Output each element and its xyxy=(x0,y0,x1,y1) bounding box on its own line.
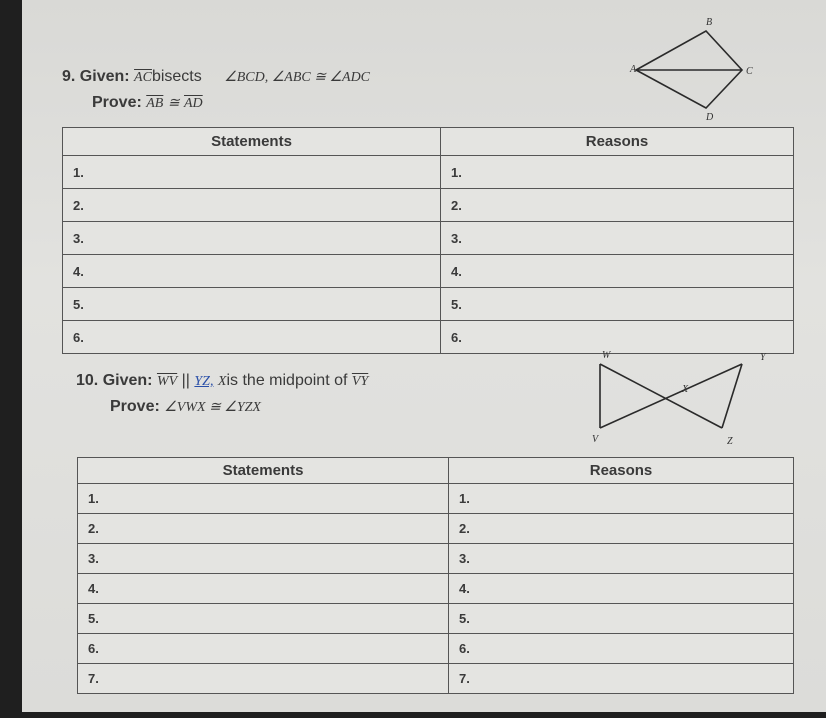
reason-cell[interactable]: 1. xyxy=(449,484,794,514)
reason-cell[interactable]: 7. xyxy=(449,664,794,694)
given-angles: ∠BCD, ∠ABC ≅ ∠ADC xyxy=(224,70,371,85)
label-x: X xyxy=(682,384,689,395)
statement-cell[interactable]: 3. xyxy=(78,544,449,574)
problem-10-header xyxy=(76,372,368,416)
label-c: C xyxy=(746,66,753,77)
statements-header: Statements xyxy=(78,458,449,484)
reasons-header: Reasons xyxy=(441,128,794,156)
proof-table-9 xyxy=(62,127,794,354)
congruent-symbol: ≅ xyxy=(167,96,180,111)
reason-cell[interactable]: 3. xyxy=(449,544,794,574)
reason-cell[interactable]: 1. xyxy=(441,156,794,189)
statement-cell[interactable]: 1. xyxy=(63,156,441,189)
statement-cell[interactable]: 2. xyxy=(63,189,441,222)
reason-cell[interactable]: 6. xyxy=(449,634,794,664)
label-z: Z xyxy=(727,436,733,446)
statement-cell[interactable]: 5. xyxy=(78,604,449,634)
segment-yz: YZ, xyxy=(194,374,214,389)
segment-yz-line xyxy=(722,364,742,428)
given-label: Given: xyxy=(102,372,153,389)
given-text: is the midpoint of xyxy=(226,372,348,389)
segment-wv: $\overline{WV}$ xyxy=(156,374,178,389)
statement-cell[interactable]: 5. xyxy=(63,288,441,321)
statement-cell[interactable]: 1. xyxy=(78,484,449,514)
label-a: A xyxy=(630,64,637,75)
label-b: B xyxy=(706,17,713,28)
proof-table-10 xyxy=(77,457,794,694)
label-v: V xyxy=(592,434,599,445)
parallel-symbol: || xyxy=(181,372,190,389)
label-w: W xyxy=(602,350,611,361)
point-x: X xyxy=(217,374,227,389)
kite-diagram xyxy=(610,14,770,124)
segment-ad: $\overline{AD}$ xyxy=(184,96,203,111)
statement-cell[interactable]: 6. xyxy=(63,321,441,354)
label-d: D xyxy=(706,112,714,123)
statement-cell[interactable]: 6. xyxy=(78,634,449,664)
segment-wz-line xyxy=(600,364,722,428)
worksheet-page xyxy=(22,0,826,712)
statement-cell[interactable]: 4. xyxy=(63,255,441,288)
segment-ac: $\overline{AC}$ xyxy=(134,70,152,85)
reason-cell[interactable]: 5. xyxy=(441,288,794,321)
reasons-header: Reasons xyxy=(449,458,794,484)
prove-label: Prove: xyxy=(110,398,160,415)
segment-vy-line xyxy=(600,364,742,428)
label-y: Y xyxy=(760,352,766,363)
segment-ab: $\overline{AB}$ xyxy=(146,96,164,111)
statement-cell[interactable]: 3. xyxy=(63,222,441,255)
statement-cell[interactable]: 2. xyxy=(78,514,449,544)
reason-cell[interactable]: 2. xyxy=(441,189,794,222)
reason-cell[interactable]: 5. xyxy=(449,604,794,634)
reason-cell[interactable]: 4. xyxy=(449,574,794,604)
prove-expression: ∠VWX ≅ ∠YZX xyxy=(164,400,261,415)
statements-header: Statements xyxy=(63,128,441,156)
given-text: bisects xyxy=(151,68,202,85)
prove-label: Prove: xyxy=(92,94,142,111)
reason-cell[interactable]: 2. xyxy=(449,514,794,544)
problem-number: 10. xyxy=(76,372,99,389)
statement-cell[interactable]: 4. xyxy=(78,574,449,604)
reason-cell[interactable]: 3. xyxy=(441,222,794,255)
reason-cell[interactable]: 4. xyxy=(441,255,794,288)
segment-vy: $\overline{VY}$ xyxy=(351,374,369,389)
reason-cell[interactable]: 6. xyxy=(441,321,794,354)
bowtie-diagram xyxy=(582,346,772,446)
given-label: Given: xyxy=(79,68,130,85)
problem-9-header xyxy=(62,68,370,112)
problem-number: 9. xyxy=(62,68,76,85)
statement-cell[interactable]: 7. xyxy=(78,664,449,694)
